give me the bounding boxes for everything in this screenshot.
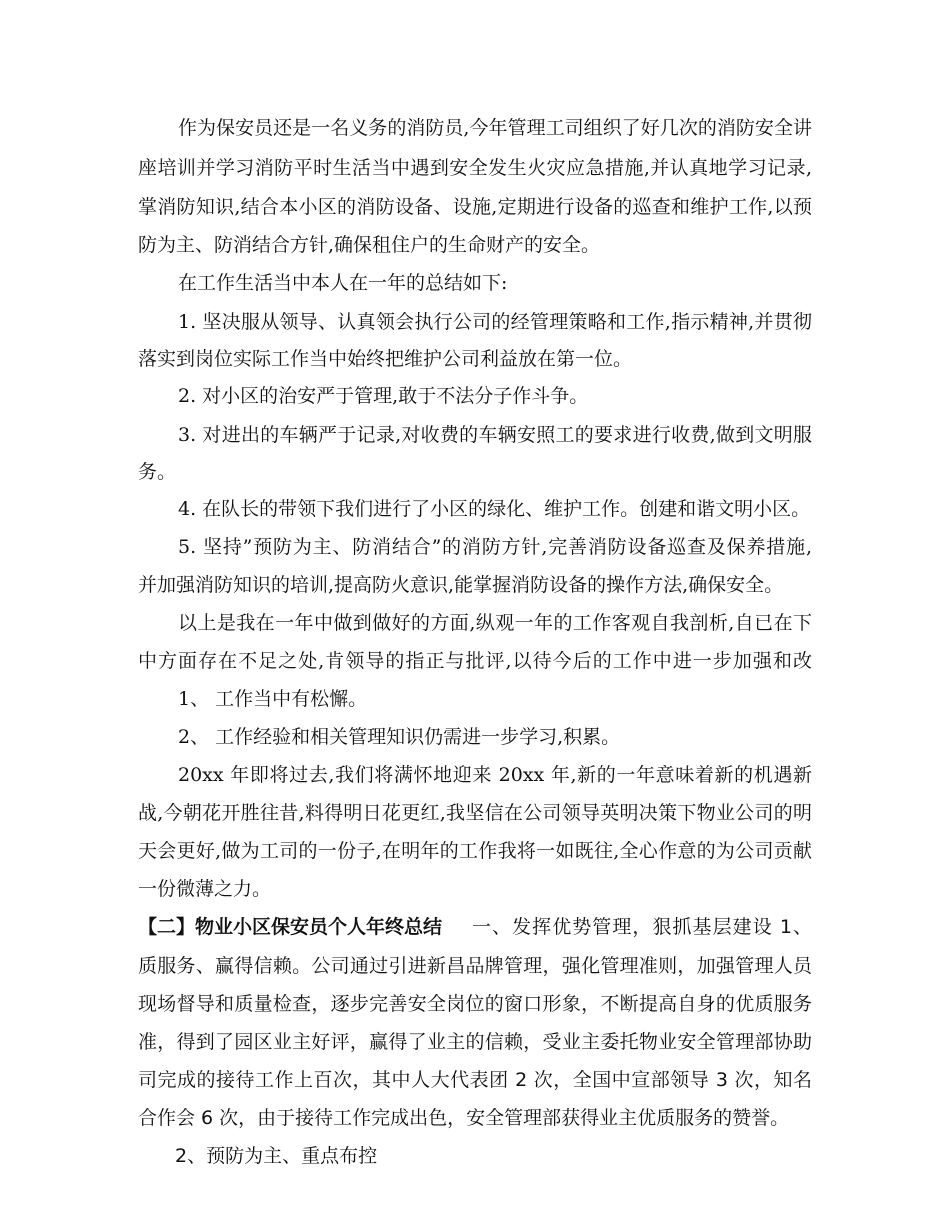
section2-heading-text: 【二】物业小区保安员个人年终总结: [138, 916, 443, 938]
shortcoming-1: 1、 工作当中有松懈。: [178, 688, 368, 710]
para1-line1: 作为保安员还是一名义务的消防员,今年管理工司组织了好几次的消防安全讲: [178, 117, 812, 139]
item3-line1: 3. 对进出的车辆严于记录,对收费的车辆安照工的要求进行收费,做到文明服: [178, 424, 812, 446]
section2-para1-line4: 司完成的接待工作上百次，其中人大代表团 2 次，全国中宣部领导 3 次，知名: [138, 1069, 812, 1091]
para4-line2: 战,今朝花开胜往昔,料得明日花更红,我坚信在公司领导英明决策下物业公司的明: [138, 802, 812, 824]
para1-line2: 座培训并学习消防平时生活当中遇到安全发生火灾应急措施,并认真地学习记录,: [138, 157, 812, 179]
shortcoming-2: 2、 工作经验和相关管理知识仍需进一步学习,积累。: [178, 726, 621, 748]
para1-line4: 防为主、防消结合方针,确保租住户的生命财产的安全。: [138, 234, 601, 256]
para4-line4: 一份微薄之力。: [138, 878, 272, 900]
section2-para1-line2: 现场督导和质量检查，逐步完善安全岗位的窗口形象，不断提高自身的优质服务: [138, 993, 812, 1015]
item5-line1: 5. 坚持”预防为主、防消结合”的消防方针,完善消防设备巡查及保养措施,: [178, 536, 812, 558]
item5-line2: 并加强消防知识的培训,提高防火意识,能掌握消防设备的操作方法,确保安全。: [138, 574, 784, 596]
item4: 4. 在队长的带领下我们进行了小区的绿化、维护工作。创建和谐文明小区。: [178, 498, 811, 520]
para3-line2: 中方面存在不足之处,肯领导的指正与批评,以待今后的工作中进一步加强和改: [138, 650, 812, 672]
para4-line1: 20xx 年即将过去,我们将满怀地迎来 20xx 年,新的一年意味着新的机遇新: [178, 764, 812, 786]
item1-line1: 1. 坚决服从领导、认真领会执行公司的经管理策略和工作,指示精神,并贯彻: [178, 311, 812, 333]
item3-line2: 务。: [138, 461, 177, 483]
section2-para1-line3: 准，得到了园区业主好评，赢得了业主的信赖，受业主委托物业安全管理部协助: [138, 1031, 812, 1053]
para1-line3: 掌消防知识,结合本小区的消防设备、设施,定期进行设备的巡查和维护工作,以预: [138, 196, 812, 218]
para3-line1: 以上是我在一年中做到做好的方面,纵观一年的工作客观自我剖析,自已在下: [178, 612, 812, 634]
section2-heading-tail: 一、发挥优势管理，狠抓基层建设 1、: [472, 916, 812, 938]
item2: 2. 对小区的治安严于管理,敢于不法分子作斗争。: [178, 385, 589, 407]
section2-para1-line5: 合作会 6 次，由于接待工作完成出色，安全管理部获得业主优质服务的赞誉。: [138, 1107, 790, 1129]
section2-heading: [138, 912, 468, 942]
section2-subheading-2: 2、预防为主、重点布控: [175, 1145, 378, 1167]
summary-intro: 在工作生活当中本人在一年的总结如下:: [178, 272, 508, 294]
section2-para1-line1: 质服务、赢得信赖。公司通过引进新昌品牌管理，强化管理准则，加强管理人员: [138, 955, 812, 977]
para4-line3: 天会更好,做为工司的一份子,在明年的工作我将一如既往,全心作意的为公司贡献: [138, 840, 812, 862]
item1-line2: 落实到岗位实际工作当中始终把维护公司利益放在第一位。: [138, 348, 633, 370]
